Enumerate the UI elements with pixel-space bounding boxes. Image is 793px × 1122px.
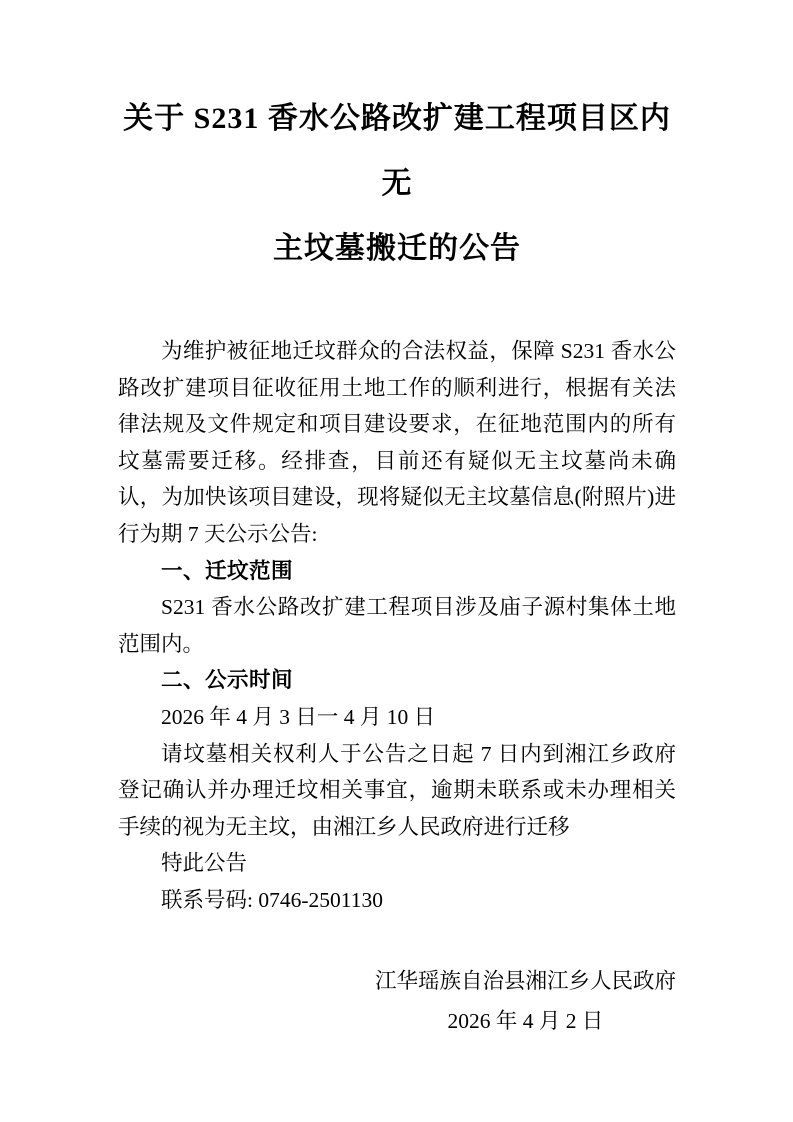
publicity-date-range: 2026 年 4 月 3 日一 4 月 10 日 [161, 704, 436, 729]
section-1-heading: 一、迁坟范围 [161, 558, 294, 583]
notice-title-line2: 主坟墓搬迁的公告 [273, 232, 521, 265]
closing-statement: 特此公告 [161, 851, 248, 876]
section-2-paragraph: 请坟墓相关权利人于公告之日起 7 日内到湘江乡政府登记确认并办理迁坟相关事宜，逾期未联系或未办理相关手续的视为无主坟，由湘江乡人民政府进行迁移 [118, 741, 676, 839]
section-1-paragraph: S231 香水公路改扩建工程项目涉及庙子源村集体土地范围内。 [118, 595, 676, 656]
issuer-name: 江华瑶族自治县湘江乡人民政府 [374, 968, 676, 993]
signature-inner [375, 961, 676, 1041]
issue-date: 2026 年 4 月 2 日 [447, 1008, 604, 1033]
signature-block [118, 961, 676, 1041]
section-2-heading: 二、公示时间 [161, 668, 294, 693]
notice-title [118, 86, 676, 281]
notice-title-line1: 关于 S231 香水公路改扩建工程项目区内无 [123, 102, 671, 200]
intro-paragraph: 为维护被征地迁坟群众的合法权益，保障 S231 香水公路改扩建项目征收征用土地工作的顺利进行，根据有关法律法规及文件规定和项目建设要求，在征地范围内的所有坟墓需要迁移。经排查，目前还有疑似无主坟墓尚未确认，为加快该项目建设，现将疑似无主坟墓信息(附照片)进行为期 7 天公示公告: [118, 339, 676, 546]
notice-body [118, 333, 676, 1041]
contact-number: 联系号码: 0746-2501130 [161, 887, 383, 912]
